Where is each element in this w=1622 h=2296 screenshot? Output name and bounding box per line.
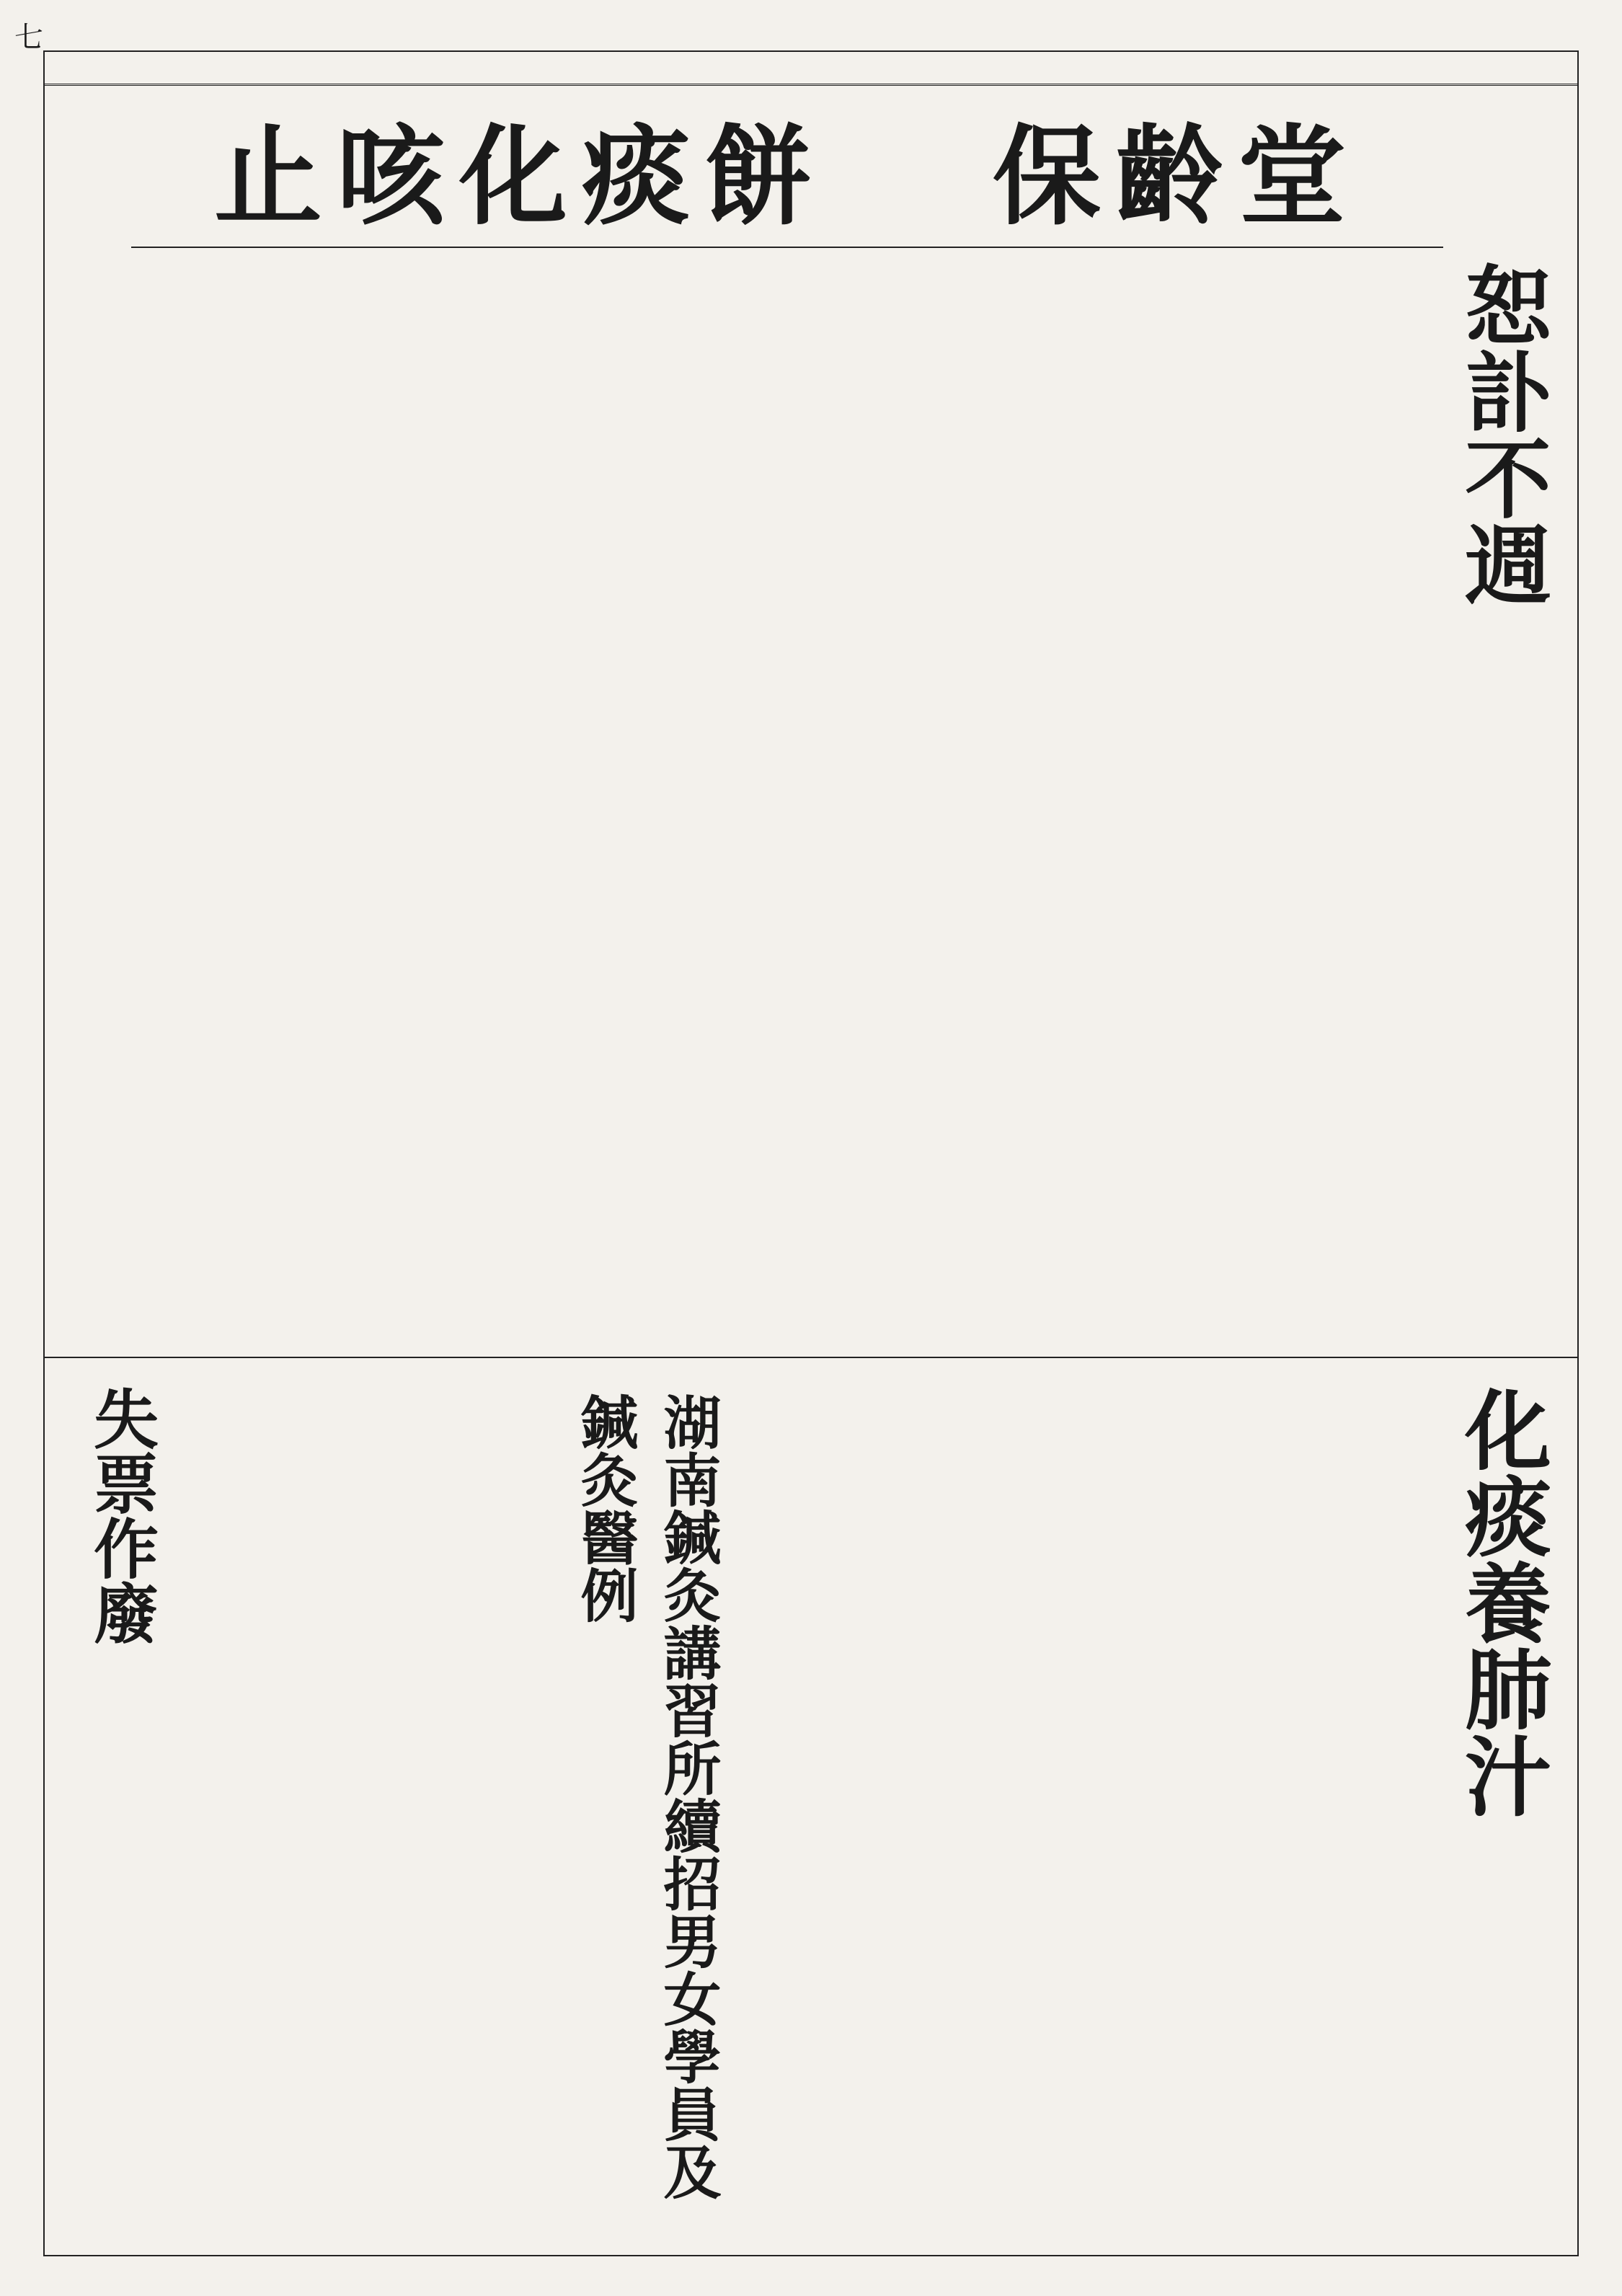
ad-right-text: 保齡堂 <box>992 113 1360 240</box>
ad-left-text: 止咳化痰餅 <box>213 113 827 240</box>
headline-obituary: 恕訃不週 <box>1450 261 1552 607</box>
masthead <box>45 52 1577 86</box>
headline-ad-syrup: 化痰養肺汁 <box>1450 1386 1552 1818</box>
headline-lost-ticket: 失票作廢 <box>82 1386 159 1645</box>
top-advertisement <box>131 88 1443 248</box>
section-divider <box>45 1357 1577 1358</box>
newspaper-page <box>43 50 1579 2256</box>
page-number: 七 <box>14 21 43 54</box>
headline-acupuncture: 湖南鍼灸講習所續招男女學員及鍼灸醫例 <box>571 1393 722 2200</box>
